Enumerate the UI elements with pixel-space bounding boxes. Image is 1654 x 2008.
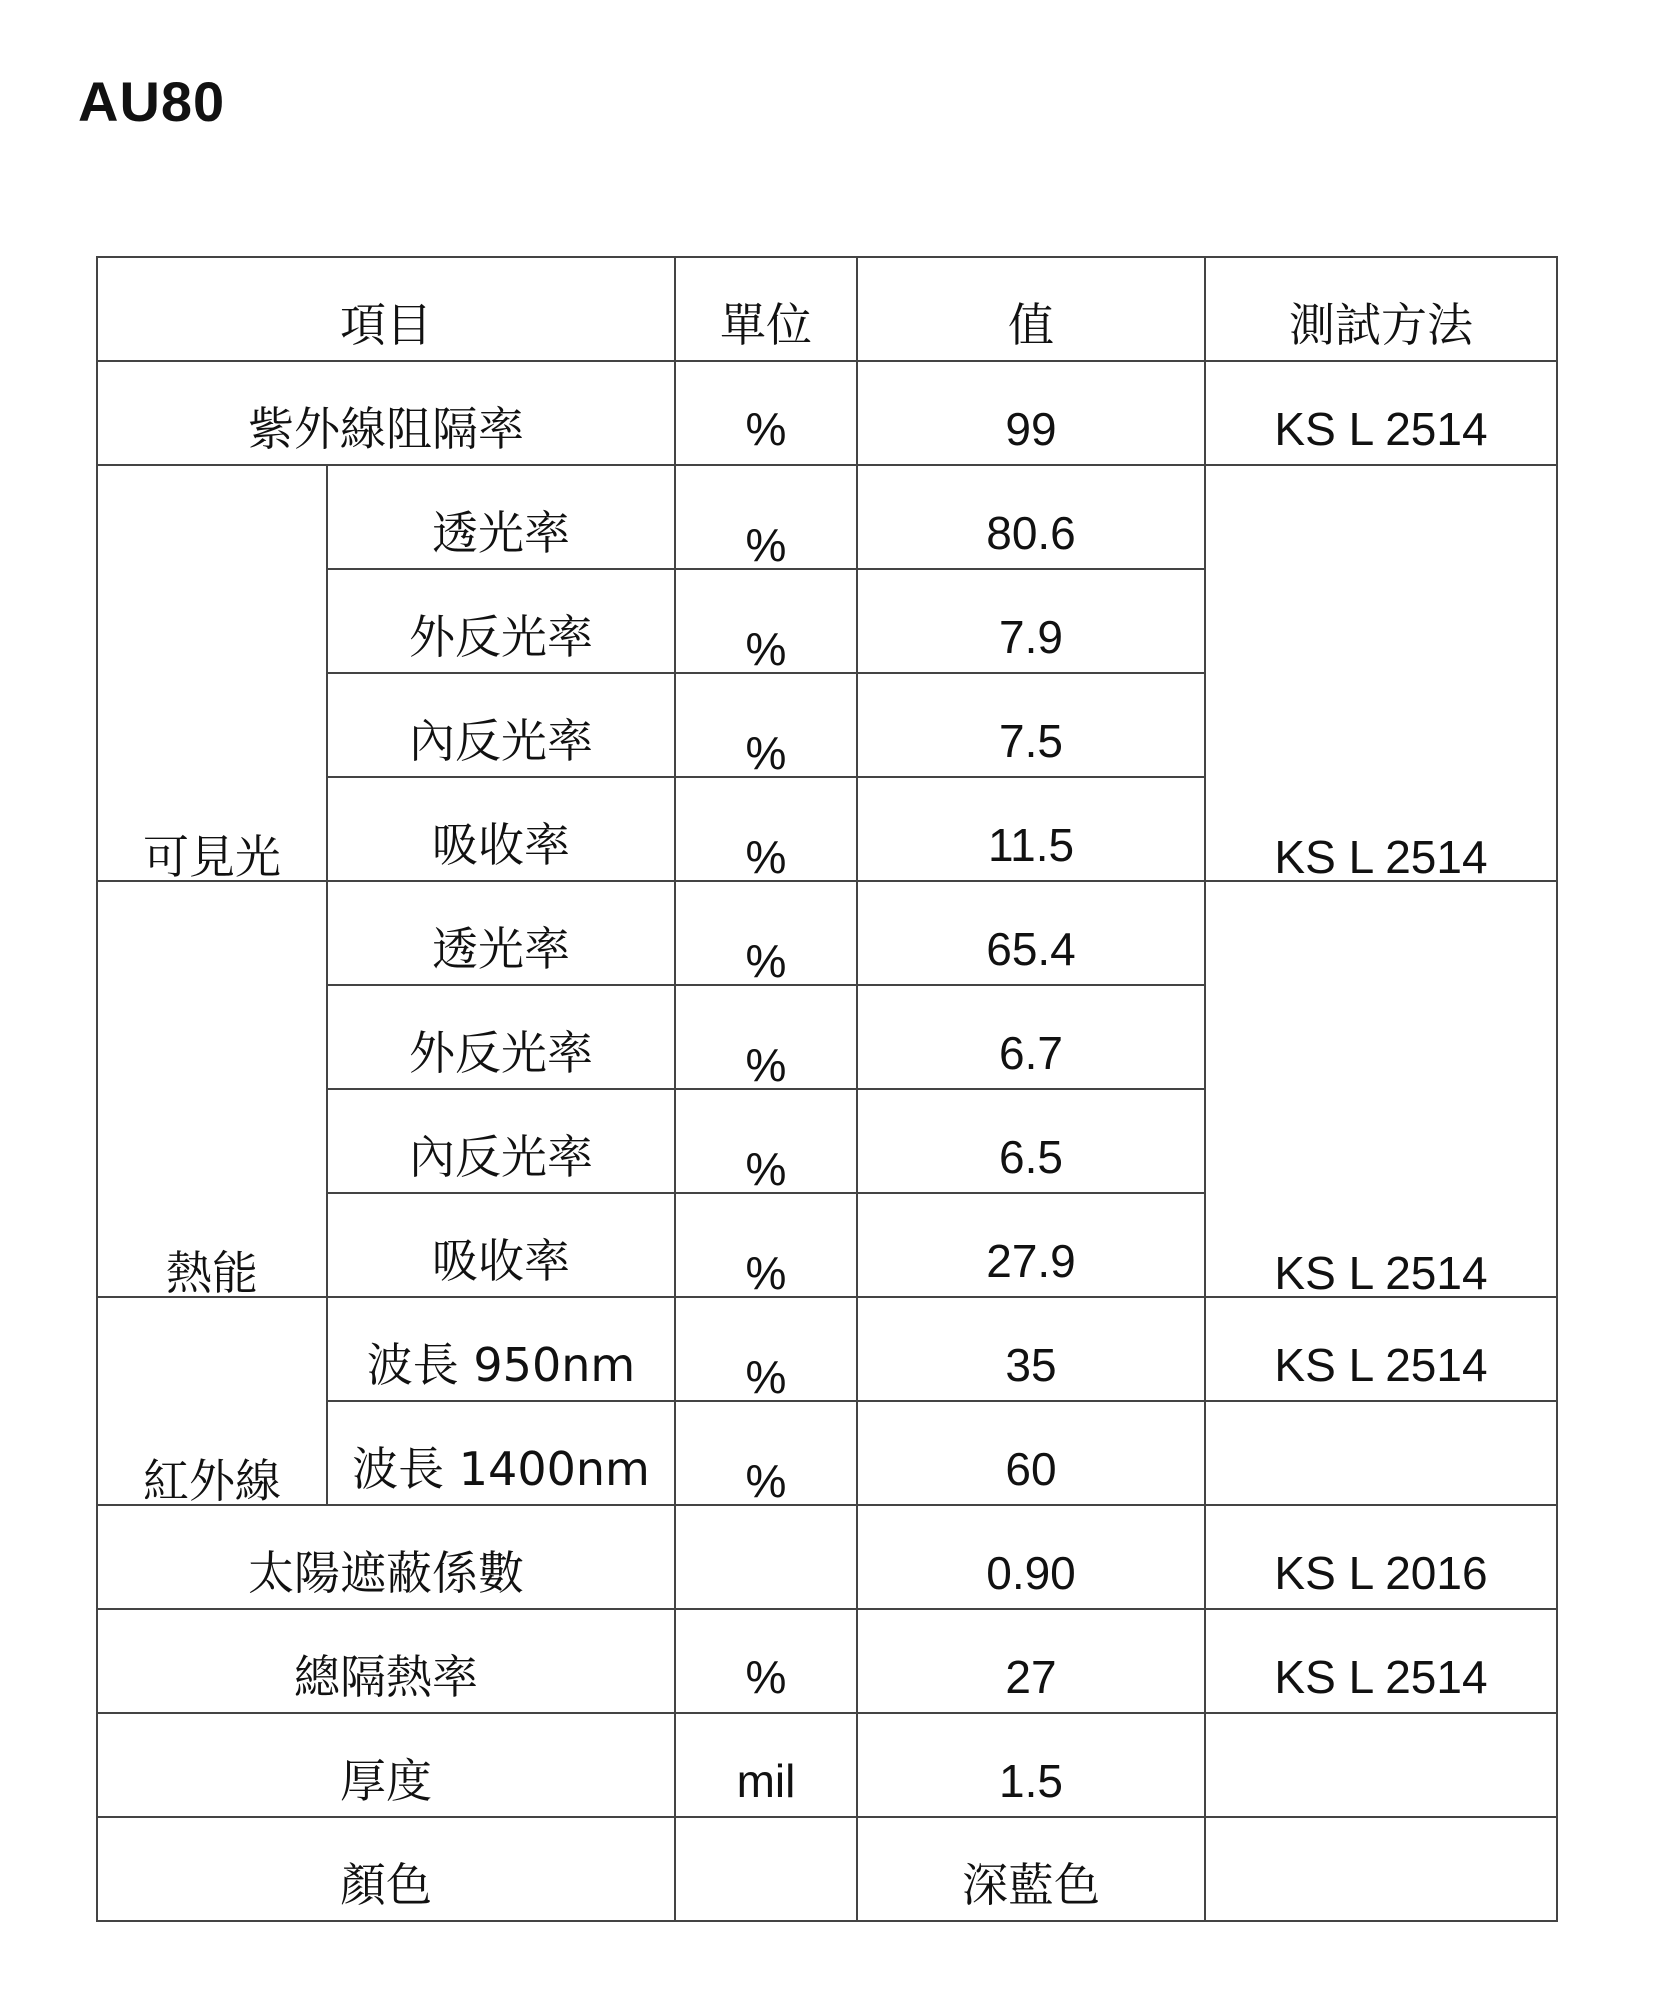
header-value: 值	[857, 257, 1205, 361]
header-unit: 單位	[675, 257, 857, 361]
row-unit: mil	[675, 1713, 857, 1817]
row-unit: %	[675, 569, 857, 673]
row-value: 35	[857, 1297, 1205, 1401]
row-value: 6.7	[857, 985, 1205, 1089]
row-unit: %	[675, 1297, 857, 1401]
row-label: 太陽遮蔽係數	[97, 1505, 675, 1609]
header-item: 項目	[97, 257, 675, 361]
group-label-infrared: 紅外線	[97, 1297, 327, 1505]
row-value: 60	[857, 1401, 1205, 1505]
row-label: 總隔熱率	[97, 1609, 675, 1713]
row-unit: %	[675, 1193, 857, 1297]
row-unit: %	[675, 881, 857, 985]
row-method	[1205, 1713, 1557, 1817]
table-row-color	[97, 1817, 1557, 1921]
row-label: 厚度	[97, 1713, 675, 1817]
row-label: 透光率	[327, 881, 675, 985]
row-value: 1.5	[857, 1713, 1205, 1817]
row-value: 27	[857, 1609, 1205, 1713]
row-unit: %	[675, 465, 857, 569]
row-method: KS L 2514	[1205, 1609, 1557, 1713]
row-value: 7.9	[857, 569, 1205, 673]
row-method: KS L 2514	[1205, 361, 1557, 465]
table-row-shading	[97, 1505, 1557, 1609]
group-label-thermal: 熱能	[97, 881, 327, 1297]
row-value: 0.90	[857, 1505, 1205, 1609]
table-row-visible-1	[97, 465, 1557, 569]
row-value: 7.5	[857, 673, 1205, 777]
row-value: 99	[857, 361, 1205, 465]
row-label: 內反光率	[327, 1089, 675, 1193]
row-unit: %	[675, 361, 857, 465]
row-label: 顏色	[97, 1817, 675, 1921]
table-row-thickness	[97, 1713, 1557, 1817]
table-row-infrared-1	[97, 1297, 1557, 1401]
table-row-uv	[97, 361, 1557, 465]
row-value: 深藍色	[857, 1817, 1205, 1921]
row-label: 吸收率	[327, 1193, 675, 1297]
row-unit: %	[675, 985, 857, 1089]
document-title: AU80	[78, 70, 226, 133]
row-label: 紫外線阻隔率	[97, 361, 675, 465]
spec-table	[96, 256, 1558, 1922]
row-value: 80.6	[857, 465, 1205, 569]
row-label: 外反光率	[327, 569, 675, 673]
row-value: 6.5	[857, 1089, 1205, 1193]
row-unit: %	[675, 777, 857, 881]
row-unit: %	[675, 1401, 857, 1505]
row-value: 11.5	[857, 777, 1205, 881]
row-label: 吸收率	[327, 777, 675, 881]
row-method	[1205, 1401, 1557, 1505]
row-value: 27.9	[857, 1193, 1205, 1297]
row-method: KS L 2016	[1205, 1505, 1557, 1609]
row-unit: %	[675, 1609, 857, 1713]
header-method: 測試方法	[1205, 257, 1557, 361]
group-method-thermal: KS L 2514	[1205, 881, 1557, 1297]
row-unit: %	[675, 673, 857, 777]
row-label: 內反光率	[327, 673, 675, 777]
row-value: 65.4	[857, 881, 1205, 985]
row-method: KS L 2514	[1205, 1297, 1557, 1401]
row-label: 外反光率	[327, 985, 675, 1089]
group-label-visible: 可見光	[97, 465, 327, 881]
row-method	[1205, 1817, 1557, 1921]
row-label: 透光率	[327, 465, 675, 569]
row-unit: %	[675, 1089, 857, 1193]
row-label: 波長 1400nm	[327, 1401, 675, 1505]
group-method-visible: KS L 2514	[1205, 465, 1557, 881]
row-unit	[675, 1817, 857, 1921]
table-row-total-heat	[97, 1609, 1557, 1713]
row-label: 波長 950nm	[327, 1297, 675, 1401]
table-row-thermal-1	[97, 881, 1557, 985]
row-unit	[675, 1505, 857, 1609]
table-header-row	[97, 257, 1557, 361]
